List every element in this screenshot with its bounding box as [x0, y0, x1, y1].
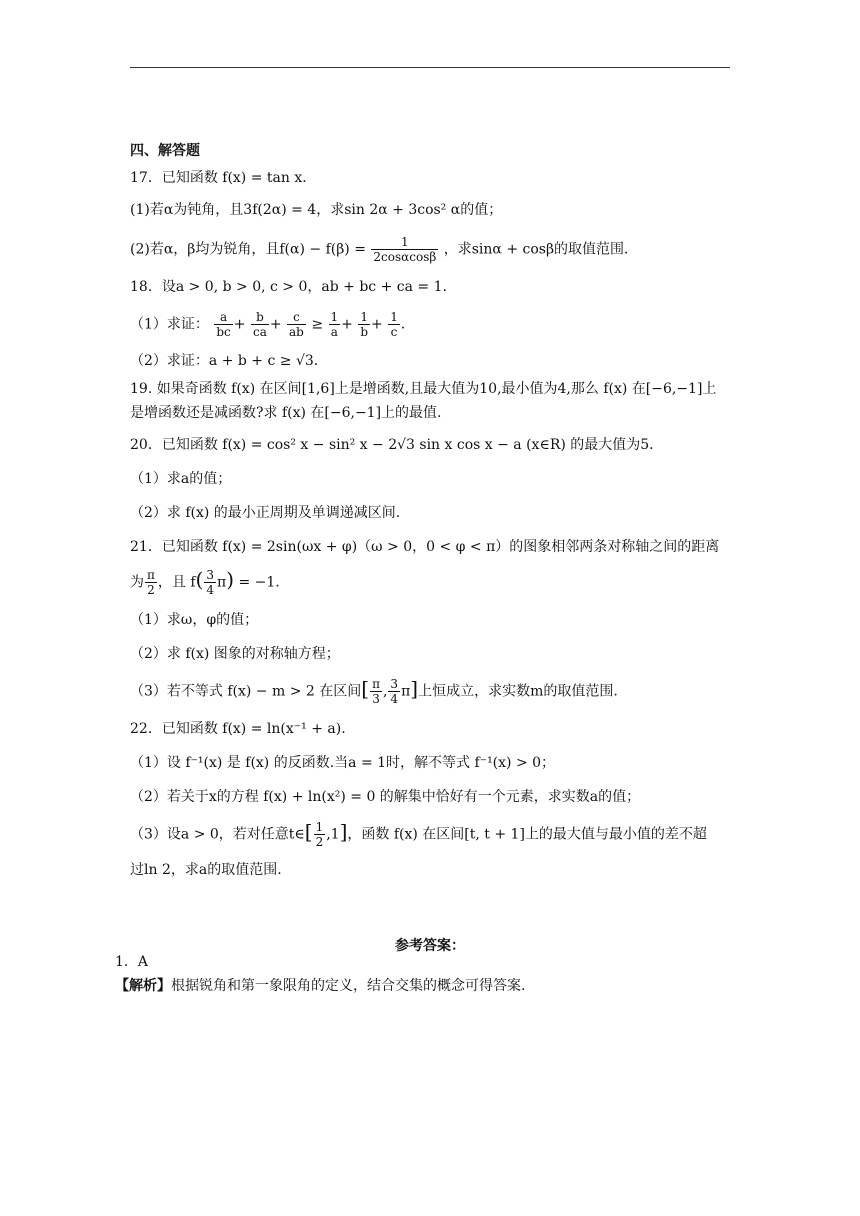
problem-22-part-3: （3）设a > 0，若对任意t∈[ $\frac{1}{2}$ ,1]，函数 f(x) 在区间[t, t + 1]上的最大值与最小值的差不超 — [130, 819, 707, 849]
problem-22-part-1: （1）设 f⁻¹(x) 是 f(x) 的反函数.当a = 1时，解不等式 f⁻¹(x) > 0； — [130, 755, 556, 771]
problem-21-line-2: 为 $\frac{\pi}{2}$ ，且 f( $\frac{3}{4}$ π) = −1. — [130, 567, 280, 597]
problem-19-line-1: 19. 如果奇函数 f(x) 在区间[1,6]上是增函数,且最大值为10,最小值为4,那么 f(x) 在[−6,−1]上 — [130, 381, 717, 397]
problem-17-part-1: (1)若α为钝角，且3f(2α) = 4，求sin 2α + 3cos² α的值； — [130, 202, 503, 218]
problem-17-part-2: (2)若α，β均为锐角，且f(α) − f(β) = $\frac{1}{2\cos\alpha\cos\beta}$ ，求sinα + cosβ的取值范围． — [130, 235, 639, 264]
answer-analysis: 【解析】根据锐角和第一象限角的定义，结合交集的概念可得答案. — [115, 978, 526, 994]
problem-20-part-2: （2）求 f(x) 的最小正周期及单调递减区间. — [130, 505, 401, 521]
fraction: $\frac{1}{2\cos\alpha\cos\beta}$ — [373, 235, 437, 264]
section-heading: 四、解答题 — [130, 143, 200, 159]
problem-20-part-1: （1）求a的值； — [130, 471, 232, 487]
problem-18-stem: 18．设a > 0, b > 0, c > 0，ab + bc + ca = 1． — [130, 279, 457, 295]
problem-21-line-1: 21．已知函数 f(x) = 2sin(ωx + φ)（ω > 0，0 < φ < π）的图象相邻两条对称轴之间的距离 — [130, 539, 720, 555]
problem-22-part-2: （2）若关于x的方程 f(x) + ln(x²) = 0 的解集中恰好有一个元素，求实数a的值； — [130, 789, 641, 805]
problem-21-part-1: （1）求ω，φ的值； — [130, 612, 259, 628]
document-body — [115, 140, 740, 994]
problem-18-part-2: （2）求证：a + b + c ≥ √3． — [130, 353, 328, 369]
problem-22-stem: 22．已知函数 f(x) = ln(x⁻¹ + a). — [130, 721, 346, 737]
answer-item-1: 1．A — [115, 954, 149, 970]
answers-title: 参考答案： — [395, 938, 465, 954]
problem-18-part-1: （1）求证： $\frac{a}{bc}$ + $\frac{b}{ca}$ + $\frac{c}{ab}$ ≥ $\frac{1}{a}$ + $\frac{1}{b}$ + $\frac{1}{c}$ ． — [130, 310, 415, 339]
problem-20-stem: 20．已知函数 f(x) = cos² x − sin² x − 2√3 sin x cos x − a (x∈R) 的最大值为5． — [130, 437, 664, 453]
problem-21-part-2: （2）求 f(x) 图象的对称轴方程； — [130, 646, 340, 662]
problem-21-part-3: （3）若不等式 f(x) − m > 2 在区间[ $\frac{\pi}{3}$ , $\frac{3}{4}$ π]上恒成立，求实数m的取值范围. — [130, 676, 618, 706]
header-rule — [130, 67, 730, 68]
problem-19-line-2: 是增函数还是减函数?求 f(x) 在[−6,−1]上的最值. — [130, 405, 442, 421]
problem-17-stem: 17．已知函数 f(x) = tan x． — [130, 170, 317, 186]
problem-22-part-3-cont: 过ln 2，求a的取值范围. — [130, 862, 282, 878]
